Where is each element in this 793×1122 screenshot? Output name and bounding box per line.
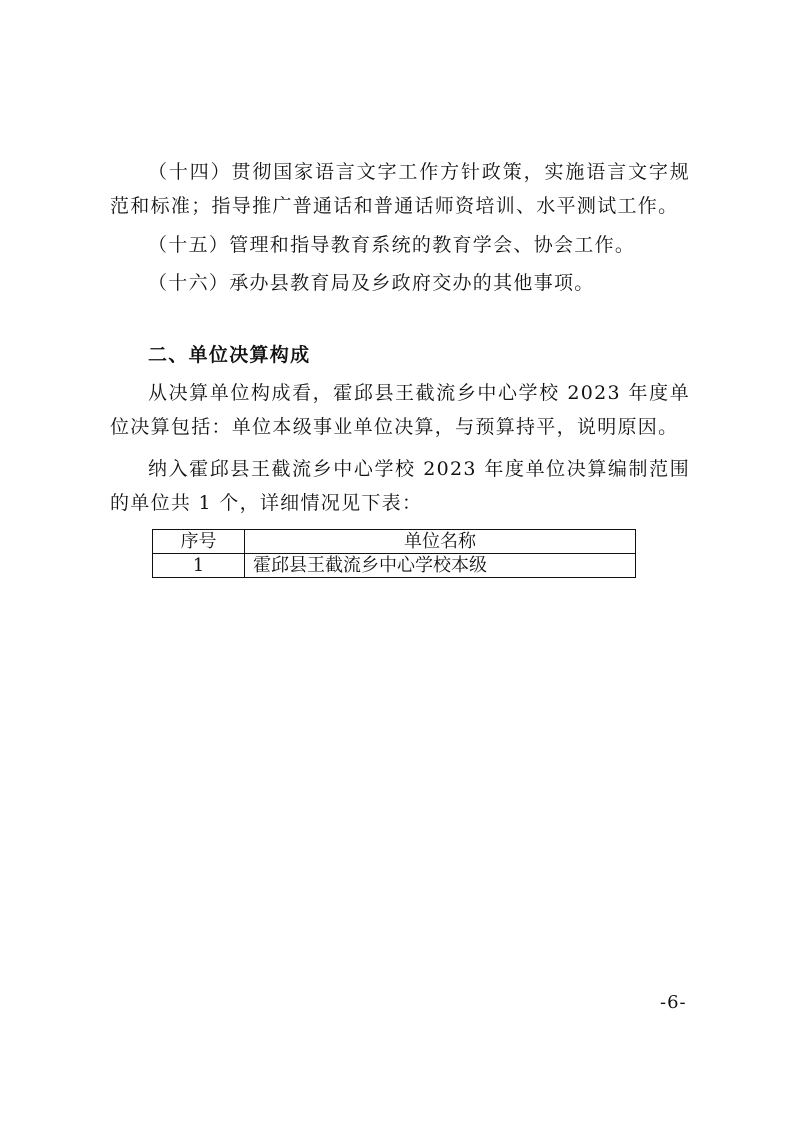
page-number: -6- <box>660 992 687 1013</box>
unit-table <box>152 529 636 578</box>
section-heading-unit-composition: 二、单位决算构成 <box>148 344 311 366</box>
paragraph-composition: 从决算单位构成看，霍邱县王截流乡中心学校 2023 年度单位决算包括：单位本级事业单位决算，与预算持平，说明原因。 <box>110 382 690 438</box>
table-row <box>153 554 636 578</box>
cell-serial-number: 1 <box>153 554 245 578</box>
paragraph-scope: 纳入霍邱县王截流乡中心学校 2023 年度单位决算编制范围的单位共 1 个，详细情况见下表： <box>110 458 690 514</box>
paragraph-item-16: （十六）承办县教育局及乡政府交办的其他事项。 <box>148 272 595 294</box>
header-unit-name: 单位名称 <box>245 530 636 554</box>
cell-unit-name: 霍邱县王截流乡中心学校本级 <box>245 554 636 578</box>
paragraph-item-14: （十四）贯彻国家语言文字工作方针政策，实施语言文字规范和标准；指导推广普通话和普通话师资培训、水平测试工作。 <box>110 161 690 217</box>
header-serial-number: 序号 <box>153 530 245 554</box>
paragraph-item-15: （十五）管理和指导教育系统的教育学会、协会工作。 <box>148 234 636 256</box>
table-header-row <box>153 530 636 554</box>
